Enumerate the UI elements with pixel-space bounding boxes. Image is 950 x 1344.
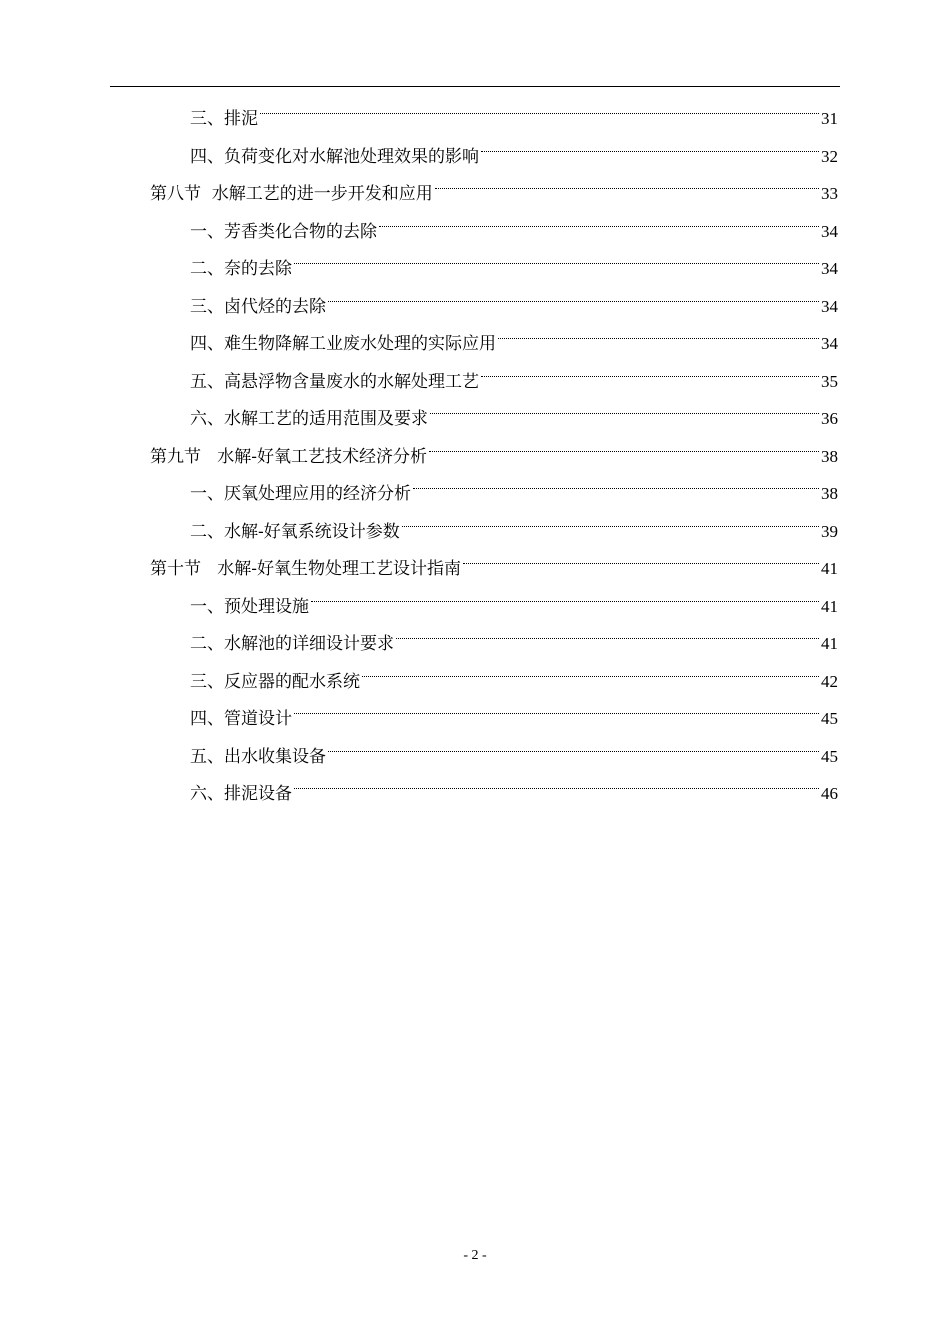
toc-dot-leader — [402, 500, 819, 537]
toc-entry-title: 四、负荷变化对水解池处理效果的影响 — [190, 146, 479, 167]
toc-entry-title: 三、反应器的配水系统 — [190, 671, 360, 692]
toc-entry[interactable] — [190, 350, 838, 392]
toc-entry-title: 二、奈的去除 — [190, 259, 292, 279]
toc-entry-page: 38 — [821, 446, 838, 466]
toc-dot-leader — [481, 350, 819, 387]
toc-entry[interactable] — [190, 575, 838, 617]
toc-entry-page: 38 — [821, 484, 838, 503]
toc-entry-page: 41 — [821, 634, 838, 653]
toc-dot-leader — [294, 237, 819, 274]
toc-entry[interactable] — [190, 200, 838, 242]
toc-entry-title: 六、排泥设备 — [190, 784, 292, 804]
toc-dot-leader — [260, 87, 819, 124]
toc-entry-page: 34 — [821, 221, 838, 241]
toc-entry-title: 五、高悬浮物含量废水的水解处理工艺 — [190, 371, 479, 392]
toc-entry-title: 一、厌氧处理应用的经济分析 — [190, 484, 411, 504]
page-number: - 2 - — [463, 1248, 487, 1263]
toc-dot-leader — [435, 162, 819, 199]
toc-entry-title: 四、难生物降解工业废水处理的实际应用 — [190, 334, 496, 354]
toc-entry[interactable] — [190, 650, 838, 692]
toc-entry-title: 六、水解工艺的适用范围及要求 — [190, 409, 428, 429]
toc-entry[interactable] — [190, 125, 838, 167]
toc-entry-page: 36 — [821, 409, 838, 428]
toc-dot-leader — [328, 275, 819, 312]
toc-entry[interactable] — [190, 462, 838, 504]
toc-dot-leader — [463, 537, 819, 574]
toc-entry-page: 45 — [821, 709, 838, 728]
toc-entry[interactable] — [190, 500, 838, 542]
toc-dot-leader — [481, 125, 819, 162]
toc-entry-page: 31 — [821, 109, 838, 128]
toc-entry-title: 五、出水收集设备 — [190, 746, 326, 767]
toc-entry-page: 41 — [821, 596, 838, 616]
toc-entry[interactable] — [190, 275, 838, 317]
toc-entry-title: 第十节 水解-好氧生物处理工艺设计指南 — [150, 559, 461, 579]
toc-entry-title: 一、预处理设施 — [190, 596, 309, 617]
toc-entry-page: 34 — [821, 296, 838, 316]
toc-entry[interactable] — [190, 387, 838, 429]
toc-entry-page: 33 — [821, 184, 838, 203]
toc-entry-page: 46 — [821, 784, 838, 803]
toc-entry-title: 三、卤代烃的去除 — [190, 296, 326, 317]
toc-dot-leader — [362, 650, 819, 687]
toc-section-entry[interactable] — [150, 425, 838, 467]
toc-dot-leader — [396, 612, 819, 649]
toc-entry-page: 34 — [821, 259, 838, 278]
toc-entry-page: 45 — [821, 746, 838, 766]
toc-entry-title: 四、管道设计 — [190, 709, 292, 729]
toc-entry-page: 39 — [821, 521, 838, 541]
toc-entry[interactable] — [190, 312, 838, 354]
toc-entry[interactable] — [190, 762, 838, 804]
toc-entry-title: 二、水解-好氧系统设计参数 — [190, 521, 400, 542]
toc-entry[interactable] — [190, 87, 838, 129]
toc-entry[interactable] — [190, 612, 838, 654]
toc-dot-leader — [379, 200, 819, 237]
toc-entry-page: 34 — [821, 334, 838, 353]
toc-dot-leader — [311, 575, 819, 612]
toc-entry-page: 32 — [821, 146, 838, 166]
toc-dot-leader — [498, 312, 819, 349]
toc-entry-title: 第九节 水解-好氧工艺技术经济分析 — [150, 446, 427, 467]
toc-dot-leader — [413, 462, 819, 499]
toc-dot-leader — [328, 725, 819, 762]
toc-entry[interactable] — [190, 237, 838, 279]
toc-dot-leader — [429, 425, 819, 462]
toc-entry-title: 三、排泥 — [190, 109, 258, 129]
toc-entry[interactable] — [190, 687, 838, 729]
toc-entry-page: 35 — [821, 371, 838, 391]
toc-section-entry[interactable] — [150, 537, 838, 579]
toc-entry-title: 一、芳香类化合物的去除 — [190, 221, 377, 242]
toc-dot-leader — [430, 387, 819, 424]
toc-entry[interactable] — [190, 725, 838, 767]
toc-entry-page: 41 — [821, 559, 838, 578]
toc-dot-leader — [294, 762, 819, 799]
toc-entry-page: 42 — [821, 671, 838, 691]
toc-entry-title: 第八节 水解工艺的进一步开发和应用 — [150, 184, 433, 204]
toc-section-entry[interactable] — [150, 162, 838, 204]
toc-dot-leader — [294, 687, 819, 724]
toc-entry-title: 二、水解池的详细设计要求 — [190, 634, 394, 654]
